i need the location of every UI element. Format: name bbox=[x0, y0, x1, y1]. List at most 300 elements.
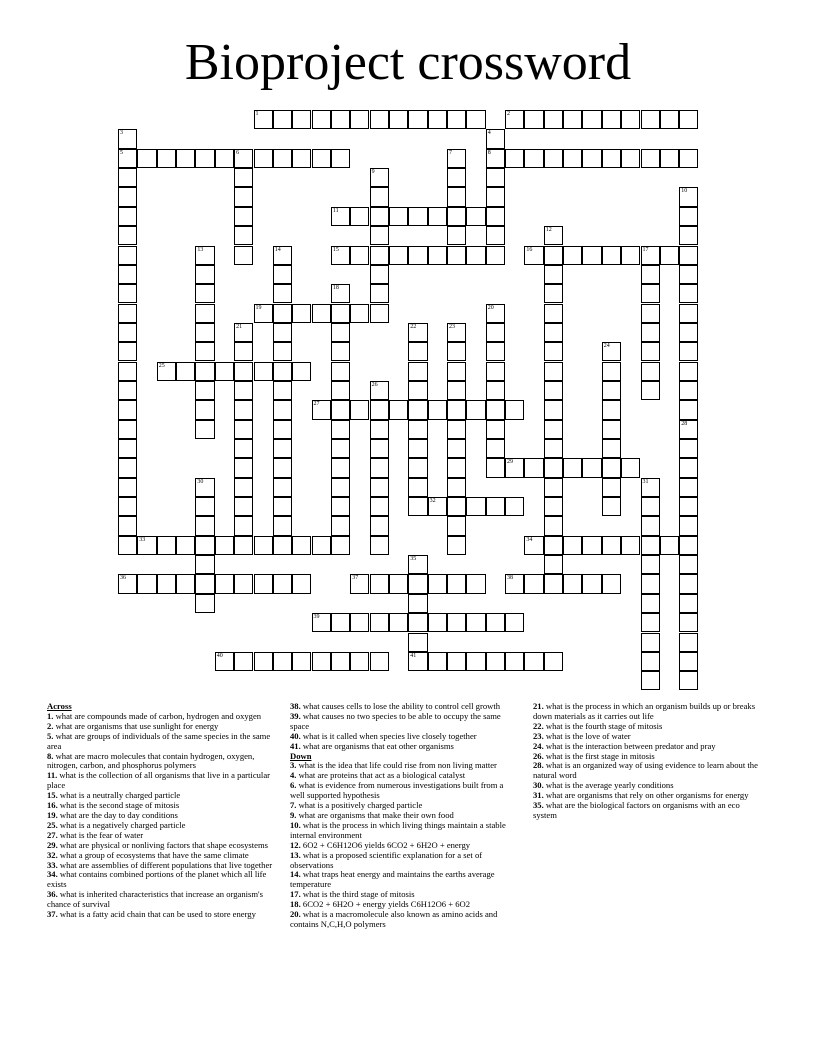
grid-cell[interactable] bbox=[544, 536, 563, 555]
grid-cell[interactable] bbox=[370, 536, 389, 555]
grid-cell[interactable] bbox=[370, 458, 389, 477]
grid-cell[interactable] bbox=[273, 400, 292, 419]
grid-cell[interactable] bbox=[350, 400, 369, 419]
grid-cell[interactable] bbox=[370, 187, 389, 206]
grid-cell[interactable] bbox=[234, 187, 253, 206]
grid-cell[interactable] bbox=[312, 304, 331, 323]
grid-cell[interactable] bbox=[118, 342, 137, 361]
grid-cell[interactable] bbox=[234, 478, 253, 497]
grid-cell[interactable] bbox=[660, 536, 679, 555]
grid-cell[interactable] bbox=[602, 149, 621, 168]
grid-cell[interactable] bbox=[273, 516, 292, 535]
grid-cell[interactable] bbox=[641, 342, 660, 361]
grid-cell[interactable] bbox=[370, 246, 389, 265]
grid-cell[interactable] bbox=[234, 420, 253, 439]
grid-cell[interactable] bbox=[679, 381, 698, 400]
grid-cell[interactable] bbox=[195, 400, 214, 419]
grid-cell[interactable] bbox=[312, 400, 331, 419]
grid-cell[interactable] bbox=[389, 207, 408, 226]
grid-cell[interactable] bbox=[389, 574, 408, 593]
grid-cell[interactable] bbox=[524, 149, 543, 168]
grid-cell[interactable] bbox=[524, 574, 543, 593]
grid-cell[interactable] bbox=[215, 149, 234, 168]
grid-cell[interactable] bbox=[234, 168, 253, 187]
grid-cell[interactable] bbox=[408, 478, 427, 497]
grid-cell[interactable] bbox=[447, 168, 466, 187]
grid-cell[interactable] bbox=[370, 574, 389, 593]
grid-cell[interactable] bbox=[544, 381, 563, 400]
grid-cell[interactable] bbox=[679, 458, 698, 477]
grid-cell[interactable] bbox=[505, 652, 524, 671]
grid-cell[interactable] bbox=[486, 613, 505, 632]
grid-cell[interactable] bbox=[524, 110, 543, 129]
grid-cell[interactable] bbox=[157, 536, 176, 555]
grid-cell[interactable] bbox=[195, 323, 214, 342]
grid-cell[interactable] bbox=[486, 497, 505, 516]
grid-cell[interactable] bbox=[621, 458, 640, 477]
grid-cell[interactable] bbox=[582, 536, 601, 555]
grid-cell[interactable] bbox=[486, 458, 505, 477]
grid-cell[interactable] bbox=[660, 149, 679, 168]
grid-cell[interactable] bbox=[447, 207, 466, 226]
grid-cell[interactable] bbox=[544, 574, 563, 593]
grid-cell[interactable] bbox=[544, 497, 563, 516]
grid-cell[interactable] bbox=[563, 110, 582, 129]
grid-cell[interactable] bbox=[312, 652, 331, 671]
grid-cell[interactable] bbox=[447, 516, 466, 535]
grid-cell[interactable] bbox=[641, 323, 660, 342]
grid-cell[interactable] bbox=[273, 265, 292, 284]
grid-cell[interactable] bbox=[273, 478, 292, 497]
grid-cell[interactable] bbox=[176, 362, 195, 381]
grid-cell[interactable] bbox=[292, 362, 311, 381]
grid-cell[interactable] bbox=[679, 478, 698, 497]
grid-cell[interactable] bbox=[486, 381, 505, 400]
grid-cell[interactable] bbox=[679, 555, 698, 574]
grid-cell[interactable] bbox=[234, 342, 253, 361]
grid-cell[interactable] bbox=[331, 536, 350, 555]
grid-cell[interactable] bbox=[370, 516, 389, 535]
grid-cell[interactable] bbox=[544, 110, 563, 129]
grid-cell[interactable] bbox=[234, 323, 253, 342]
grid-cell[interactable] bbox=[563, 536, 582, 555]
grid-cell[interactable] bbox=[370, 478, 389, 497]
grid-cell[interactable] bbox=[641, 246, 660, 265]
grid-cell[interactable] bbox=[660, 246, 679, 265]
grid-cell[interactable] bbox=[331, 284, 350, 303]
grid-cell[interactable] bbox=[408, 458, 427, 477]
grid-cell[interactable] bbox=[447, 574, 466, 593]
grid-cell[interactable] bbox=[215, 362, 234, 381]
grid-cell[interactable] bbox=[195, 574, 214, 593]
grid-cell[interactable] bbox=[370, 400, 389, 419]
grid-cell[interactable] bbox=[195, 381, 214, 400]
grid-cell[interactable] bbox=[641, 555, 660, 574]
grid-cell[interactable] bbox=[370, 652, 389, 671]
grid-cell[interactable] bbox=[292, 149, 311, 168]
grid-cell[interactable] bbox=[370, 304, 389, 323]
grid-cell[interactable] bbox=[118, 265, 137, 284]
grid-cell[interactable] bbox=[331, 362, 350, 381]
grid-cell[interactable] bbox=[312, 149, 331, 168]
grid-cell[interactable] bbox=[428, 400, 447, 419]
grid-cell[interactable] bbox=[273, 323, 292, 342]
grid-cell[interactable] bbox=[544, 555, 563, 574]
grid-cell[interactable] bbox=[195, 149, 214, 168]
grid-cell[interactable] bbox=[331, 613, 350, 632]
grid-cell[interactable] bbox=[679, 420, 698, 439]
grid-cell[interactable] bbox=[447, 478, 466, 497]
grid-cell[interactable] bbox=[370, 613, 389, 632]
grid-cell[interactable] bbox=[641, 304, 660, 323]
grid-cell[interactable] bbox=[505, 400, 524, 419]
grid-cell[interactable] bbox=[679, 246, 698, 265]
grid-cell[interactable] bbox=[234, 536, 253, 555]
grid-cell[interactable] bbox=[679, 400, 698, 419]
grid-cell[interactable] bbox=[486, 246, 505, 265]
grid-cell[interactable] bbox=[408, 323, 427, 342]
grid-cell[interactable] bbox=[389, 246, 408, 265]
grid-cell[interactable] bbox=[641, 497, 660, 516]
grid-cell[interactable] bbox=[544, 265, 563, 284]
grid-cell[interactable] bbox=[350, 110, 369, 129]
grid-cell[interactable] bbox=[350, 207, 369, 226]
grid-cell[interactable] bbox=[234, 149, 253, 168]
grid-cell[interactable] bbox=[505, 497, 524, 516]
grid-cell[interactable] bbox=[292, 536, 311, 555]
grid-cell[interactable] bbox=[679, 323, 698, 342]
grid-cell[interactable] bbox=[505, 458, 524, 477]
grid-cell[interactable] bbox=[466, 110, 485, 129]
grid-cell[interactable] bbox=[486, 168, 505, 187]
grid-cell[interactable] bbox=[505, 574, 524, 593]
grid-cell[interactable] bbox=[447, 536, 466, 555]
grid-cell[interactable] bbox=[544, 226, 563, 245]
grid-cell[interactable] bbox=[273, 381, 292, 400]
grid-cell[interactable] bbox=[195, 342, 214, 361]
grid-cell[interactable] bbox=[234, 400, 253, 419]
grid-cell[interactable] bbox=[602, 497, 621, 516]
grid-cell[interactable] bbox=[447, 323, 466, 342]
grid-cell[interactable] bbox=[273, 304, 292, 323]
grid-cell[interactable] bbox=[195, 594, 214, 613]
grid-cell[interactable] bbox=[137, 536, 156, 555]
grid-cell[interactable] bbox=[524, 536, 543, 555]
grid-cell[interactable] bbox=[370, 284, 389, 303]
grid-cell[interactable] bbox=[137, 574, 156, 593]
grid-cell[interactable] bbox=[350, 574, 369, 593]
grid-cell[interactable] bbox=[389, 400, 408, 419]
grid-cell[interactable] bbox=[486, 439, 505, 458]
grid-cell[interactable] bbox=[215, 536, 234, 555]
grid-cell[interactable] bbox=[602, 439, 621, 458]
grid-cell[interactable] bbox=[641, 574, 660, 593]
grid-cell[interactable] bbox=[273, 574, 292, 593]
grid-cell[interactable] bbox=[602, 536, 621, 555]
grid-cell[interactable] bbox=[679, 207, 698, 226]
grid-cell[interactable] bbox=[408, 555, 427, 574]
grid-cell[interactable] bbox=[486, 420, 505, 439]
grid-cell[interactable] bbox=[563, 246, 582, 265]
grid-cell[interactable] bbox=[428, 497, 447, 516]
grid-cell[interactable] bbox=[408, 633, 427, 652]
grid-cell[interactable] bbox=[679, 536, 698, 555]
grid-cell[interactable] bbox=[582, 149, 601, 168]
grid-cell[interactable] bbox=[621, 149, 640, 168]
grid-cell[interactable] bbox=[641, 516, 660, 535]
grid-cell[interactable] bbox=[292, 574, 311, 593]
grid-cell[interactable] bbox=[602, 381, 621, 400]
grid-cell[interactable] bbox=[582, 246, 601, 265]
grid-cell[interactable] bbox=[370, 381, 389, 400]
grid-cell[interactable] bbox=[157, 149, 176, 168]
grid-cell[interactable] bbox=[641, 362, 660, 381]
grid-cell[interactable] bbox=[466, 613, 485, 632]
grid-cell[interactable] bbox=[679, 304, 698, 323]
grid-cell[interactable] bbox=[621, 110, 640, 129]
grid-cell[interactable] bbox=[370, 497, 389, 516]
grid-cell[interactable] bbox=[273, 246, 292, 265]
grid-cell[interactable] bbox=[466, 497, 485, 516]
grid-cell[interactable] bbox=[118, 362, 137, 381]
grid-cell[interactable] bbox=[273, 652, 292, 671]
grid-cell[interactable] bbox=[408, 497, 427, 516]
grid-cell[interactable] bbox=[582, 110, 601, 129]
grid-cell[interactable] bbox=[118, 458, 137, 477]
grid-cell[interactable] bbox=[447, 226, 466, 245]
grid-cell[interactable] bbox=[486, 149, 505, 168]
grid-cell[interactable] bbox=[582, 458, 601, 477]
grid-cell[interactable] bbox=[544, 420, 563, 439]
grid-cell[interactable] bbox=[137, 149, 156, 168]
grid-cell[interactable] bbox=[389, 110, 408, 129]
grid-cell[interactable] bbox=[641, 149, 660, 168]
grid-cell[interactable] bbox=[679, 516, 698, 535]
grid-cell[interactable] bbox=[273, 420, 292, 439]
grid-cell[interactable] bbox=[602, 400, 621, 419]
grid-cell[interactable] bbox=[602, 458, 621, 477]
grid-cell[interactable] bbox=[563, 149, 582, 168]
grid-cell[interactable] bbox=[312, 536, 331, 555]
grid-cell[interactable] bbox=[118, 497, 137, 516]
grid-cell[interactable] bbox=[544, 149, 563, 168]
grid-cell[interactable] bbox=[447, 362, 466, 381]
grid-cell[interactable] bbox=[641, 284, 660, 303]
grid-cell[interactable] bbox=[544, 304, 563, 323]
grid-cell[interactable] bbox=[195, 284, 214, 303]
grid-cell[interactable] bbox=[641, 633, 660, 652]
grid-cell[interactable] bbox=[641, 265, 660, 284]
grid-cell[interactable] bbox=[602, 110, 621, 129]
grid-cell[interactable] bbox=[331, 497, 350, 516]
grid-cell[interactable] bbox=[486, 226, 505, 245]
grid-cell[interactable] bbox=[679, 284, 698, 303]
grid-cell[interactable] bbox=[331, 381, 350, 400]
grid-cell[interactable] bbox=[641, 594, 660, 613]
grid-cell[interactable] bbox=[544, 652, 563, 671]
grid-cell[interactable] bbox=[273, 284, 292, 303]
grid-cell[interactable] bbox=[563, 458, 582, 477]
grid-cell[interactable] bbox=[679, 187, 698, 206]
grid-cell[interactable] bbox=[331, 439, 350, 458]
grid-cell[interactable] bbox=[254, 536, 273, 555]
grid-cell[interactable] bbox=[157, 362, 176, 381]
grid-cell[interactable] bbox=[602, 574, 621, 593]
grid-cell[interactable] bbox=[544, 362, 563, 381]
grid-cell[interactable] bbox=[118, 129, 137, 148]
grid-cell[interactable] bbox=[176, 149, 195, 168]
grid-cell[interactable] bbox=[428, 207, 447, 226]
grid-cell[interactable] bbox=[254, 304, 273, 323]
grid-cell[interactable] bbox=[292, 304, 311, 323]
grid-cell[interactable] bbox=[254, 652, 273, 671]
grid-cell[interactable] bbox=[118, 284, 137, 303]
grid-cell[interactable] bbox=[350, 652, 369, 671]
grid-cell[interactable] bbox=[195, 555, 214, 574]
grid-cell[interactable] bbox=[408, 613, 427, 632]
grid-cell[interactable] bbox=[273, 439, 292, 458]
grid-cell[interactable] bbox=[118, 168, 137, 187]
grid-cell[interactable] bbox=[118, 516, 137, 535]
grid-cell[interactable] bbox=[679, 594, 698, 613]
grid-cell[interactable] bbox=[118, 381, 137, 400]
grid-cell[interactable] bbox=[331, 304, 350, 323]
grid-cell[interactable] bbox=[447, 381, 466, 400]
grid-cell[interactable] bbox=[641, 613, 660, 632]
grid-cell[interactable] bbox=[486, 362, 505, 381]
grid-cell[interactable] bbox=[370, 265, 389, 284]
grid-cell[interactable] bbox=[544, 284, 563, 303]
grid-cell[interactable] bbox=[215, 574, 234, 593]
grid-cell[interactable] bbox=[602, 420, 621, 439]
grid-cell[interactable] bbox=[544, 342, 563, 361]
grid-cell[interactable] bbox=[331, 110, 350, 129]
grid-cell[interactable] bbox=[408, 381, 427, 400]
grid-cell[interactable] bbox=[273, 362, 292, 381]
grid-cell[interactable] bbox=[234, 226, 253, 245]
grid-cell[interactable] bbox=[660, 110, 679, 129]
grid-cell[interactable] bbox=[234, 439, 253, 458]
grid-cell[interactable] bbox=[350, 246, 369, 265]
grid-cell[interactable] bbox=[447, 187, 466, 206]
grid-cell[interactable] bbox=[118, 536, 137, 555]
grid-cell[interactable] bbox=[118, 304, 137, 323]
grid-cell[interactable] bbox=[408, 342, 427, 361]
grid-cell[interactable] bbox=[195, 265, 214, 284]
grid-cell[interactable] bbox=[466, 400, 485, 419]
grid-cell[interactable] bbox=[621, 536, 640, 555]
grid-cell[interactable] bbox=[486, 304, 505, 323]
grid-cell[interactable] bbox=[350, 613, 369, 632]
grid-cell[interactable] bbox=[544, 458, 563, 477]
grid-cell[interactable] bbox=[118, 400, 137, 419]
grid-cell[interactable] bbox=[486, 207, 505, 226]
grid-cell[interactable] bbox=[234, 458, 253, 477]
grid-cell[interactable] bbox=[331, 420, 350, 439]
grid-cell[interactable] bbox=[408, 594, 427, 613]
grid-cell[interactable] bbox=[641, 652, 660, 671]
grid-cell[interactable] bbox=[641, 671, 660, 690]
grid-cell[interactable] bbox=[679, 613, 698, 632]
grid-cell[interactable] bbox=[234, 207, 253, 226]
grid-cell[interactable] bbox=[370, 168, 389, 187]
grid-cell[interactable] bbox=[428, 613, 447, 632]
grid-cell[interactable] bbox=[447, 652, 466, 671]
grid-cell[interactable] bbox=[292, 110, 311, 129]
grid-cell[interactable] bbox=[679, 342, 698, 361]
grid-cell[interactable] bbox=[331, 652, 350, 671]
grid-cell[interactable] bbox=[408, 110, 427, 129]
grid-cell[interactable] bbox=[118, 420, 137, 439]
grid-cell[interactable] bbox=[641, 536, 660, 555]
grid-cell[interactable] bbox=[466, 246, 485, 265]
grid-cell[interactable] bbox=[466, 652, 485, 671]
grid-cell[interactable] bbox=[273, 342, 292, 361]
grid-cell[interactable] bbox=[486, 652, 505, 671]
grid-cell[interactable] bbox=[582, 574, 601, 593]
grid-cell[interactable] bbox=[331, 149, 350, 168]
grid-cell[interactable] bbox=[486, 129, 505, 148]
grid-cell[interactable] bbox=[370, 110, 389, 129]
grid-cell[interactable] bbox=[447, 400, 466, 419]
grid-cell[interactable] bbox=[641, 478, 660, 497]
grid-cell[interactable] bbox=[447, 342, 466, 361]
grid-cell[interactable] bbox=[679, 149, 698, 168]
grid-cell[interactable] bbox=[408, 207, 427, 226]
grid-cell[interactable] bbox=[234, 652, 253, 671]
grid-cell[interactable] bbox=[505, 110, 524, 129]
grid-cell[interactable] bbox=[195, 304, 214, 323]
grid-cell[interactable] bbox=[195, 478, 214, 497]
grid-cell[interactable] bbox=[428, 574, 447, 593]
grid-cell[interactable] bbox=[370, 420, 389, 439]
grid-cell[interactable] bbox=[118, 226, 137, 245]
grid-cell[interactable] bbox=[679, 439, 698, 458]
grid-cell[interactable] bbox=[389, 613, 408, 632]
grid-cell[interactable] bbox=[679, 362, 698, 381]
grid-cell[interactable] bbox=[602, 362, 621, 381]
grid-cell[interactable] bbox=[234, 516, 253, 535]
grid-cell[interactable] bbox=[679, 265, 698, 284]
grid-cell[interactable] bbox=[524, 652, 543, 671]
grid-cell[interactable] bbox=[408, 439, 427, 458]
grid-cell[interactable] bbox=[679, 110, 698, 129]
grid-cell[interactable] bbox=[486, 323, 505, 342]
grid-cell[interactable] bbox=[408, 246, 427, 265]
grid-cell[interactable] bbox=[234, 362, 253, 381]
grid-cell[interactable] bbox=[524, 458, 543, 477]
grid-cell[interactable] bbox=[234, 497, 253, 516]
grid-cell[interactable] bbox=[621, 246, 640, 265]
grid-cell[interactable] bbox=[234, 574, 253, 593]
grid-cell[interactable] bbox=[544, 478, 563, 497]
grid-cell[interactable] bbox=[679, 226, 698, 245]
grid-cell[interactable] bbox=[641, 110, 660, 129]
grid-cell[interactable] bbox=[118, 207, 137, 226]
grid-cell[interactable] bbox=[254, 574, 273, 593]
grid-cell[interactable] bbox=[447, 458, 466, 477]
grid-cell[interactable] bbox=[447, 420, 466, 439]
grid-cell[interactable] bbox=[679, 671, 698, 690]
grid-cell[interactable] bbox=[408, 652, 427, 671]
grid-cell[interactable] bbox=[428, 652, 447, 671]
grid-cell[interactable] bbox=[408, 362, 427, 381]
grid-cell[interactable] bbox=[544, 323, 563, 342]
grid-cell[interactable] bbox=[195, 516, 214, 535]
grid-cell[interactable] bbox=[234, 381, 253, 400]
grid-cell[interactable] bbox=[312, 110, 331, 129]
grid-cell[interactable] bbox=[118, 574, 137, 593]
